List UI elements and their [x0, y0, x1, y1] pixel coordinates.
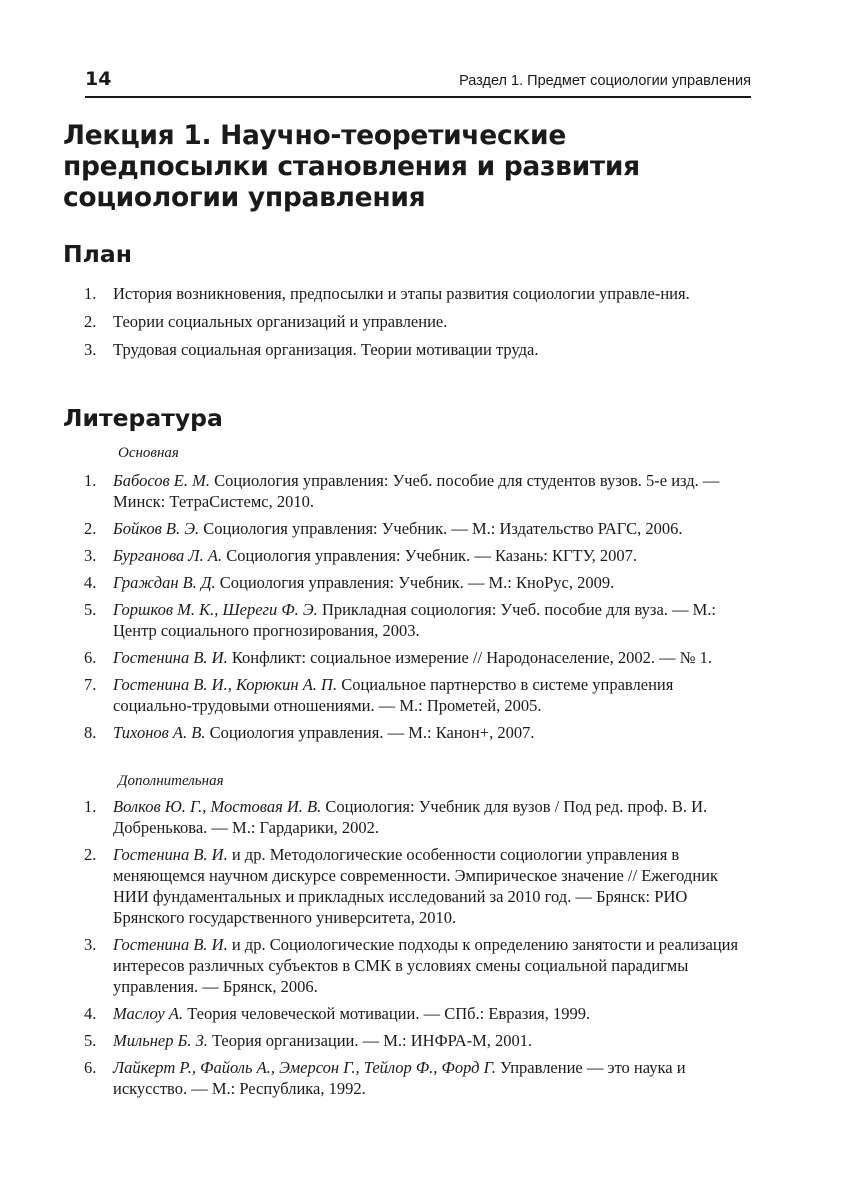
reference-author: Гостенина В. И. [113, 935, 228, 954]
item-number: 1. [84, 284, 97, 303]
plan-heading: План [63, 240, 132, 268]
reference-item [0, 518, 751, 539]
reference-author: Бурганова Л. А. [113, 546, 223, 565]
reference-author: Бабосов Е. М. [113, 471, 210, 490]
reference-text: Управление — это наука и искусство. — М.: Республика, 1992. [113, 1058, 686, 1098]
reference-author: Бойков В. Э. [113, 519, 200, 538]
reference-author: Лайкерт Р., Файоль А., Эмерсон Г., Тейлор Ф., Форд Г. [113, 1058, 496, 1077]
reference-item [0, 1030, 751, 1051]
reference-item [0, 844, 751, 928]
reference-author: Граждан В. Д. [113, 573, 216, 592]
reference-author: Маслоу А. [113, 1004, 184, 1023]
item-number: 3. [84, 935, 97, 954]
reference-text: Социология управления: Учебник. — Казань: КГТУ, 2007. [222, 546, 637, 565]
section-name: Раздел 1. Предмет социологии управления [459, 73, 751, 89]
literature-heading: Литература [63, 404, 223, 432]
reference-item [0, 470, 751, 512]
reference-text: Прикладная социология: Учеб. пособие для вуза. — М.: Центр социального прогнозирования, 2003. [113, 600, 717, 640]
reference-author: Горшков М. К., Шереги Ф. Э. [113, 600, 318, 619]
reference-author: Волков Ю. Г., Мостовая И. В. [113, 797, 322, 816]
reference-text: и др. Методологические особенности социологии управления в меняющемся научном дискурсе современности. Эмпирическое значение // Ежегодник НИИ фундаментальных и прикладных исследований за 2010 год. — Брянск: РИО Брянского государственного университета, 2010. [113, 845, 718, 927]
item-number: 6. [84, 1058, 97, 1077]
reference-text: и др. Социологические подходы к определению занятости и реализация интересов различных субъектов в СМК в условиях смены социальной парадигмы управления. — Брянск, 2006. [113, 935, 739, 996]
item-number: 7. [84, 675, 97, 694]
main-literature-label: Основная [118, 445, 179, 461]
reference-item [0, 572, 751, 593]
reference-item [0, 545, 751, 566]
main-literature-list [0, 470, 751, 749]
item-text: Теории социальных организаций и управление. [113, 312, 448, 331]
item-number: 3. [84, 546, 97, 565]
item-number: 3. [84, 340, 97, 359]
lecture-title: Лекция 1. Научно-теоретические предпосылки становления и развития социологии управления [63, 120, 640, 213]
item-number: 5. [84, 600, 97, 619]
plan-item [0, 339, 751, 360]
item-number: 2. [84, 312, 97, 331]
reference-author: Мильнер Б. З. [113, 1031, 208, 1050]
reference-item [0, 674, 751, 716]
item-number: 8. [84, 723, 97, 742]
reference-author: Гостенина В. И., Корюкин А. П. [113, 675, 338, 694]
item-number: 6. [84, 648, 97, 667]
reference-text: Конфликт: социальное измерение // Народонаселение, 2002. — № 1. [227, 648, 713, 667]
item-number: 2. [84, 845, 97, 864]
reference-text: Теория человеческой мотивации. — СПб.: Евразия, 1999. [183, 1004, 591, 1023]
item-number: 5. [84, 1031, 97, 1050]
reference-author: Гостенина В. И. [113, 845, 228, 864]
item-number: 2. [84, 519, 97, 538]
reference-item [0, 934, 751, 997]
item-number: 1. [84, 797, 97, 816]
reference-item [0, 1003, 751, 1024]
reference-author: Тихонов А. В. [113, 723, 206, 742]
page-number: 14 [85, 68, 112, 90]
additional-literature-list [0, 796, 751, 1105]
reference-item [0, 1057, 751, 1099]
reference-text: Социология управления: Учебник. — М.: КноРус, 2009. [215, 573, 615, 592]
plan-item [0, 283, 751, 304]
reference-text: Социология управления. — М.: Канон+, 2007. [205, 723, 535, 742]
item-number: 4. [84, 1004, 97, 1023]
reference-item [0, 722, 751, 743]
reference-item [0, 599, 751, 641]
reference-text: Социология управления: Учебник. — М.: Издательство РАГС, 2006. [199, 519, 683, 538]
reference-text: Социальное партнерство в системе управления социально-трудовыми отношениями. — М.: Прометей, 2005. [113, 675, 674, 715]
item-number: 4. [84, 573, 97, 592]
reference-item [0, 796, 751, 838]
reference-author: Гостенина В. И. [113, 648, 228, 667]
running-header [85, 66, 751, 98]
plan-list [0, 283, 751, 367]
reference-text: Социология: Учебник для вузов / Под ред. проф. В. И. Добренькова. — М.: Гардарики, 2002. [113, 797, 708, 837]
additional-literature-label: Дополнительная [118, 773, 224, 789]
item-text: Трудовая социальная организация. Теории мотивации труда. [113, 340, 539, 359]
plan-item [0, 311, 751, 332]
reference-text: Социология управления: Учеб. пособие для студентов вузов. 5-е изд. — Минск: ТетраСистемс, 2010. [113, 471, 720, 511]
reference-item [0, 647, 751, 668]
reference-text: Теория организации. — М.: ИНФРА-М, 2001. [207, 1031, 533, 1050]
item-text: История возникновения, предпосылки и этапы развития социологии управле-ния. [113, 284, 690, 303]
item-number: 1. [84, 471, 97, 490]
